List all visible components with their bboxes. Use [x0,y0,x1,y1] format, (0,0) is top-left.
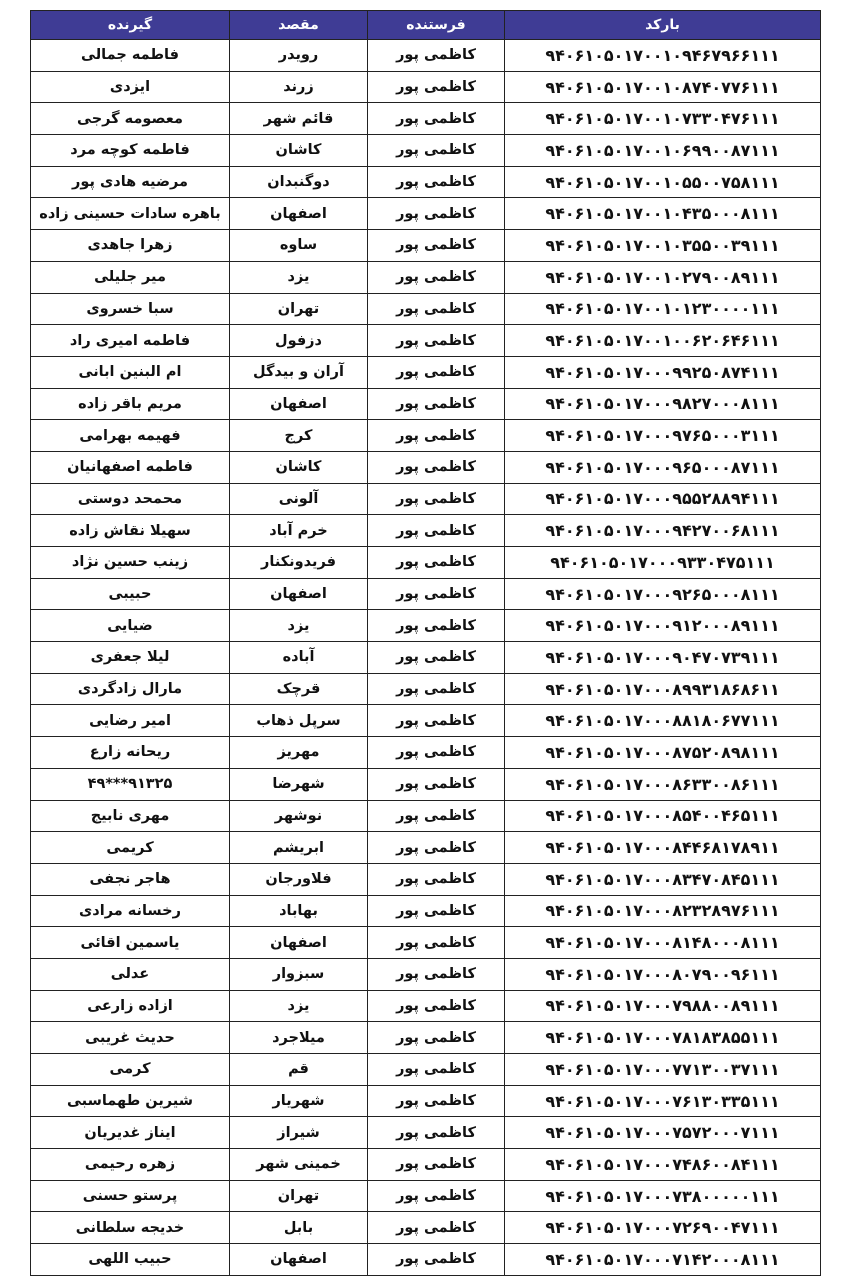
cell-recipient: پرستو حسنی [31,1180,230,1212]
cell-barcode: ۹۴۰۶۱۰۵۰۱۷۰۰۰۷۹۸۸۰۰۸۹۱۱۱ [505,990,821,1022]
cell-barcode: ۹۴۰۶۱۰۵۰۱۷۰۰۰۸۷۵۲۰۸۹۸۱۱۱ [505,737,821,769]
cell-barcode: ۹۴۰۶۱۰۵۰۱۷۰۰۰۸۴۴۶۸۱۷۸۹۱۱ [505,832,821,864]
cell-sender: کاظمی پور [368,927,505,959]
cell-barcode: ۹۴۰۶۱۰۵۰۱۷۰۰۰۹۴۲۷۰۰۶۸۱۱۱ [505,515,821,547]
cell-sender: کاظمی پور [368,483,505,515]
cell-destination: تهران [230,1180,368,1212]
cell-recipient: سبا خسروی [31,293,230,325]
table-row [31,768,821,800]
cell-sender: کاظمی پور [368,356,505,388]
cell-barcode: ۹۴۰۶۱۰۵۰۱۷۰۰۰۸۹۹۳۱۸۶۸۶۱۱ [505,673,821,705]
cell-recipient: زهرا جاهدی [31,230,230,262]
table-row [31,135,821,167]
cell-sender: کاظمی پور [368,198,505,230]
table-row [31,166,821,198]
cell-destination: اصفهان [230,578,368,610]
cell-barcode: ۹۴۰۶۱۰۵۰۱۷۰۰۰۹۸۲۷۰۰۰۸۱۱۱ [505,388,821,420]
cell-sender: کاظمی پور [368,1054,505,1086]
cell-sender: کاظمی پور [368,863,505,895]
cell-sender: کاظمی پور [368,958,505,990]
cell-barcode: ۹۴۰۶۱۰۵۰۱۷۰۰۰۹۹۲۵۰۸۷۴۱۱۱ [505,356,821,388]
cell-barcode: ۹۴۰۶۱۰۵۰۱۷۰۰۱۰۷۳۳۰۴۷۶۱۱۱ [505,103,821,135]
cell-recipient: زینب حسین نژاد [31,547,230,579]
cell-destination: رویدر [230,40,368,72]
cell-barcode: ۹۴۰۶۱۰۵۰۱۷۰۰۰۹۰۴۷۰۷۳۹۱۱۱ [505,642,821,674]
table-row [31,895,821,927]
cell-barcode: ۹۴۰۶۱۰۵۰۱۷۰۰۱۰۰۶۲۰۶۴۶۱۱۱ [505,325,821,357]
table-row [31,800,821,832]
cell-barcode: ۹۴۰۶۱۰۵۰۱۷۰۰۱۰۲۷۹۰۰۸۹۱۱۱ [505,261,821,293]
table-row [31,388,821,420]
cell-destination: مهریز [230,737,368,769]
cell-sender: کاظمی پور [368,1022,505,1054]
cell-destination: یزد [230,261,368,293]
cell-recipient: محمحد دوستی [31,483,230,515]
cell-destination: آباده [230,642,368,674]
cell-recipient: سهیلا نقاش زاده [31,515,230,547]
cell-recipient: حدیث غریبی [31,1022,230,1054]
cell-recipient: فاطمه جمالی [31,40,230,72]
table-row [31,1022,821,1054]
cell-sender: کاظمی پور [368,166,505,198]
cell-destination: دزفول [230,325,368,357]
table-row [31,198,821,230]
cell-barcode: ۹۴۰۶۱۰۵۰۱۷۰۰۰۸۸۱۸۰۶۷۷۱۱۱ [505,705,821,737]
cell-recipient: ایزدی [31,71,230,103]
cell-barcode: ۹۴۰۶۱۰۵۰۱۷۰۰۰۹۷۶۵۰۰۰۳۱۱۱ [505,420,821,452]
cell-sender: کاظمی پور [368,325,505,357]
header-sender: فرستنده [368,11,505,40]
cell-barcode: ۹۴۰۶۱۰۵۰۱۷۰۰۰۹۲۶۵۰۰۰۸۱۱۱ [505,578,821,610]
cell-sender: کاظمی پور [368,293,505,325]
cell-destination: شهریار [230,1085,368,1117]
cell-destination: فلاورجان [230,863,368,895]
cell-sender: کاظمی پور [368,1149,505,1181]
cell-destination: اصفهان [230,198,368,230]
cell-destination: خمینی شهر [230,1149,368,1181]
cell-recipient: کرمی [31,1054,230,1086]
table-row [31,832,821,864]
cell-recipient: ایناز غدیریان [31,1117,230,1149]
cell-barcode: ۹۴۰۶۱۰۵۰۱۷۰۰۰۸۱۴۸۰۰۰۸۱۱۱ [505,927,821,959]
cell-destination: یزد [230,990,368,1022]
cell-sender: کاظمی پور [368,578,505,610]
cell-destination: اصفهان [230,927,368,959]
cell-sender: کاظمی پور [368,800,505,832]
cell-recipient: مرضیه هادی پور [31,166,230,198]
cell-recipient: میر جلیلی [31,261,230,293]
header-recipient: گیرنده [31,11,230,40]
header-destination: مقصد [230,11,368,40]
cell-destination: آلونی [230,483,368,515]
table-row [31,958,821,990]
table-row [31,293,821,325]
cell-sender: کاظمی پور [368,135,505,167]
cell-barcode: ۹۴۰۶۱۰۵۰۱۷۰۰۰۷۷۱۳۰۰۳۷۱۱۱ [505,1054,821,1086]
cell-recipient: ضیایی [31,610,230,642]
cell-destination: کاشان [230,135,368,167]
cell-sender: کاظمی پور [368,990,505,1022]
cell-destination: قرچک [230,673,368,705]
cell-barcode: ۹۴۰۶۱۰۵۰۱۷۰۰۱۰۴۳۵۰۰۰۸۱۱۱ [505,198,821,230]
cell-destination: سبزوار [230,958,368,990]
cell-barcode: ۹۴۰۶۱۰۵۰۱۷۰۰۱۰۱۲۳۰۰۰۰۱۱۱ [505,293,821,325]
cell-recipient: هاجر نجفی [31,863,230,895]
cell-destination: زرند [230,71,368,103]
cell-destination: میلاجرد [230,1022,368,1054]
table-row [31,1180,821,1212]
cell-barcode: ۹۴۰۶۱۰۵۰۱۷۰۰۰۸۶۳۳۰۰۸۶۱۱۱ [505,768,821,800]
cell-sender: کاظمی پور [368,547,505,579]
cell-barcode: ۹۴۰۶۱۰۵۰۱۷۰۰۰۸۵۴۰۰۴۶۵۱۱۱ [505,800,821,832]
cell-recipient: زهره رحیمی [31,1149,230,1181]
cell-destination: کاشان [230,451,368,483]
cell-barcode: ۹۴۰۶۱۰۵۰۱۷۰۰۰۹۱۲۰۰۰۸۹۱۱۱ [505,610,821,642]
cell-sender: کاظمی پور [368,737,505,769]
cell-destination: بهاباد [230,895,368,927]
cell-sender: کاظمی پور [368,1085,505,1117]
cell-sender: کاظمی پور [368,1244,505,1276]
cell-barcode: ۹۴۰۶۱۰۵۰۱۷۰۰۱۰۸۷۴۰۷۷۶۱۱۱ [505,71,821,103]
cell-destination: قائم شهر [230,103,368,135]
table-row [31,610,821,642]
cell-recipient: خدیجه سلطانی [31,1212,230,1244]
cell-destination: دوگنبدان [230,166,368,198]
table-header-row [31,11,821,40]
table-row [31,547,821,579]
cell-recipient: فهیمه بهرامی [31,420,230,452]
cell-barcode: ۹۴۰۶۱۰۵۰۱۷۰۰۱۰۵۵۰۰۷۵۸۱۱۱ [505,166,821,198]
cell-destination: بابل [230,1212,368,1244]
cell-destination: شهرضا [230,768,368,800]
cell-barcode: ۹۴۰۶۱۰۵۰۱۷۰۰۱۰۳۵۵۰۰۳۹۱۱۱ [505,230,821,262]
table-row [31,927,821,959]
table-row [31,737,821,769]
table-row [31,261,821,293]
cell-destination: فریدونکنار [230,547,368,579]
cell-barcode: ۹۴۰۶۱۰۵۰۱۷۰۰۰۹۶۵۰۰۰۸۷۱۱۱ [505,451,821,483]
cell-sender: کاظمی پور [368,71,505,103]
cell-recipient: فاطمه امیری راد [31,325,230,357]
cell-sender: کاظمی پور [368,705,505,737]
cell-recipient: شیرین طهماسبی [31,1085,230,1117]
cell-recipient: امیر رضایی [31,705,230,737]
cell-barcode: ۹۴۰۶۱۰۵۰۱۷۰۰۰۷۳۸۰۰۰۰۰۱۱۱ [505,1180,821,1212]
cell-destination: آران و بیدگل [230,356,368,388]
cell-recipient: مریم باقر زاده [31,388,230,420]
table-row [31,1149,821,1181]
cell-destination: خرم آباد [230,515,368,547]
cell-recipient: عدلی [31,958,230,990]
cell-recipient: ام البنین ابانی [31,356,230,388]
cell-barcode: ۹۴۰۶۱۰۵۰۱۷۰۰۰۷۵۷۲۰۰۰۷۱۱۱ [505,1117,821,1149]
cell-recipient: فاطمه کوچه مرد [31,135,230,167]
cell-sender: کاظمی پور [368,515,505,547]
cell-recipient: فاطمه اصفهانیان [31,451,230,483]
cell-recipient: ۹۱۳۲۵***۴۹ [31,768,230,800]
cell-destination: اصفهان [230,1244,368,1276]
cell-recipient: مارال زادگردی [31,673,230,705]
table-row [31,1085,821,1117]
table-row [31,420,821,452]
cell-destination: کرج [230,420,368,452]
table-row [31,990,821,1022]
table-row [31,642,821,674]
cell-barcode: ۹۴۰۶۱۰۵۰۱۷۰۰۰۹۳۳۰۴۷۵۱۱۱ [505,547,821,579]
cell-sender: کاظمی پور [368,673,505,705]
cell-sender: کاظمی پور [368,40,505,72]
cell-barcode: ۹۴۰۶۱۰۵۰۱۷۰۰۰۷۴۸۶۰۰۸۴۱۱۱ [505,1149,821,1181]
cell-recipient: حبیبی [31,578,230,610]
table-row [31,1117,821,1149]
cell-sender: کاظمی پور [368,1180,505,1212]
header-barcode: بارکد [505,11,821,40]
cell-recipient: حبیب اللهی [31,1244,230,1276]
cell-sender: کاظمی پور [368,832,505,864]
cell-barcode: ۹۴۰۶۱۰۵۰۱۷۰۰۱۰۹۴۶۷۹۶۶۱۱۱ [505,40,821,72]
cell-barcode: ۹۴۰۶۱۰۵۰۱۷۰۰۰۷۱۴۲۰۰۰۸۱۱۱ [505,1244,821,1276]
cell-destination: یزد [230,610,368,642]
cell-sender: کاظمی پور [368,1117,505,1149]
cell-destination: سرپل ذهاب [230,705,368,737]
cell-sender: کاظمی پور [368,1212,505,1244]
cell-barcode: ۹۴۰۶۱۰۵۰۱۷۰۰۰۷۲۶۹۰۰۴۷۱۱۱ [505,1212,821,1244]
cell-recipient: رخسانه مرادی [31,895,230,927]
table-row [31,863,821,895]
cell-barcode: ۹۴۰۶۱۰۵۰۱۷۰۰۰۸۲۳۲۸۹۷۶۱۱۱ [505,895,821,927]
table-row [31,483,821,515]
cell-recipient: معصومه گرجی [31,103,230,135]
cell-recipient: لیلا جعفری [31,642,230,674]
cell-destination: قم [230,1054,368,1086]
cell-destination: تهران [230,293,368,325]
table-row [31,325,821,357]
table-row [31,673,821,705]
cell-destination: ساوه [230,230,368,262]
table-row [31,705,821,737]
table-row [31,356,821,388]
cell-barcode: ۹۴۰۶۱۰۵۰۱۷۰۰۰۹۵۵۲۸۸۹۴۱۱۱ [505,483,821,515]
table-row [31,451,821,483]
cell-sender: کاظمی پور [368,420,505,452]
cell-recipient: ریحانه زارع [31,737,230,769]
cell-sender: کاظمی پور [368,642,505,674]
table-row [31,71,821,103]
table-row [31,1212,821,1244]
cell-sender: کاظمی پور [368,895,505,927]
table-row [31,1054,821,1086]
cell-recipient: یاسمین اقائی [31,927,230,959]
table-row [31,103,821,135]
cell-barcode: ۹۴۰۶۱۰۵۰۱۷۰۰۱۰۶۹۹۰۰۸۷۱۱۱ [505,135,821,167]
cell-sender: کاظمی پور [368,388,505,420]
table-row [31,40,821,72]
cell-sender: کاظمی پور [368,610,505,642]
shipment-table [30,10,821,1276]
cell-sender: کاظمی پور [368,261,505,293]
cell-recipient: باهره سادات حسینی زاده [31,198,230,230]
cell-recipient: کریمی [31,832,230,864]
cell-sender: کاظمی پور [368,768,505,800]
cell-barcode: ۹۴۰۶۱۰۵۰۱۷۰۰۰۷۶۱۳۰۳۳۵۱۱۱ [505,1085,821,1117]
cell-barcode: ۹۴۰۶۱۰۵۰۱۷۰۰۰۷۸۱۸۳۸۵۵۱۱۱ [505,1022,821,1054]
cell-destination: اصفهان [230,388,368,420]
cell-sender: کاظمی پور [368,103,505,135]
table-row [31,1244,821,1276]
table-row [31,230,821,262]
table-row [31,515,821,547]
table-row [31,578,821,610]
cell-barcode: ۹۴۰۶۱۰۵۰۱۷۰۰۰۸۳۴۷۰۸۴۵۱۱۱ [505,863,821,895]
cell-recipient: مهری نابیج [31,800,230,832]
cell-barcode: ۹۴۰۶۱۰۵۰۱۷۰۰۰۸۰۷۹۰۰۹۶۱۱۱ [505,958,821,990]
cell-destination: شیراز [230,1117,368,1149]
cell-destination: نوشهر [230,800,368,832]
cell-sender: کاظمی پور [368,230,505,262]
cell-recipient: ازاده زارعی [31,990,230,1022]
cell-destination: ابریشم [230,832,368,864]
cell-sender: کاظمی پور [368,451,505,483]
